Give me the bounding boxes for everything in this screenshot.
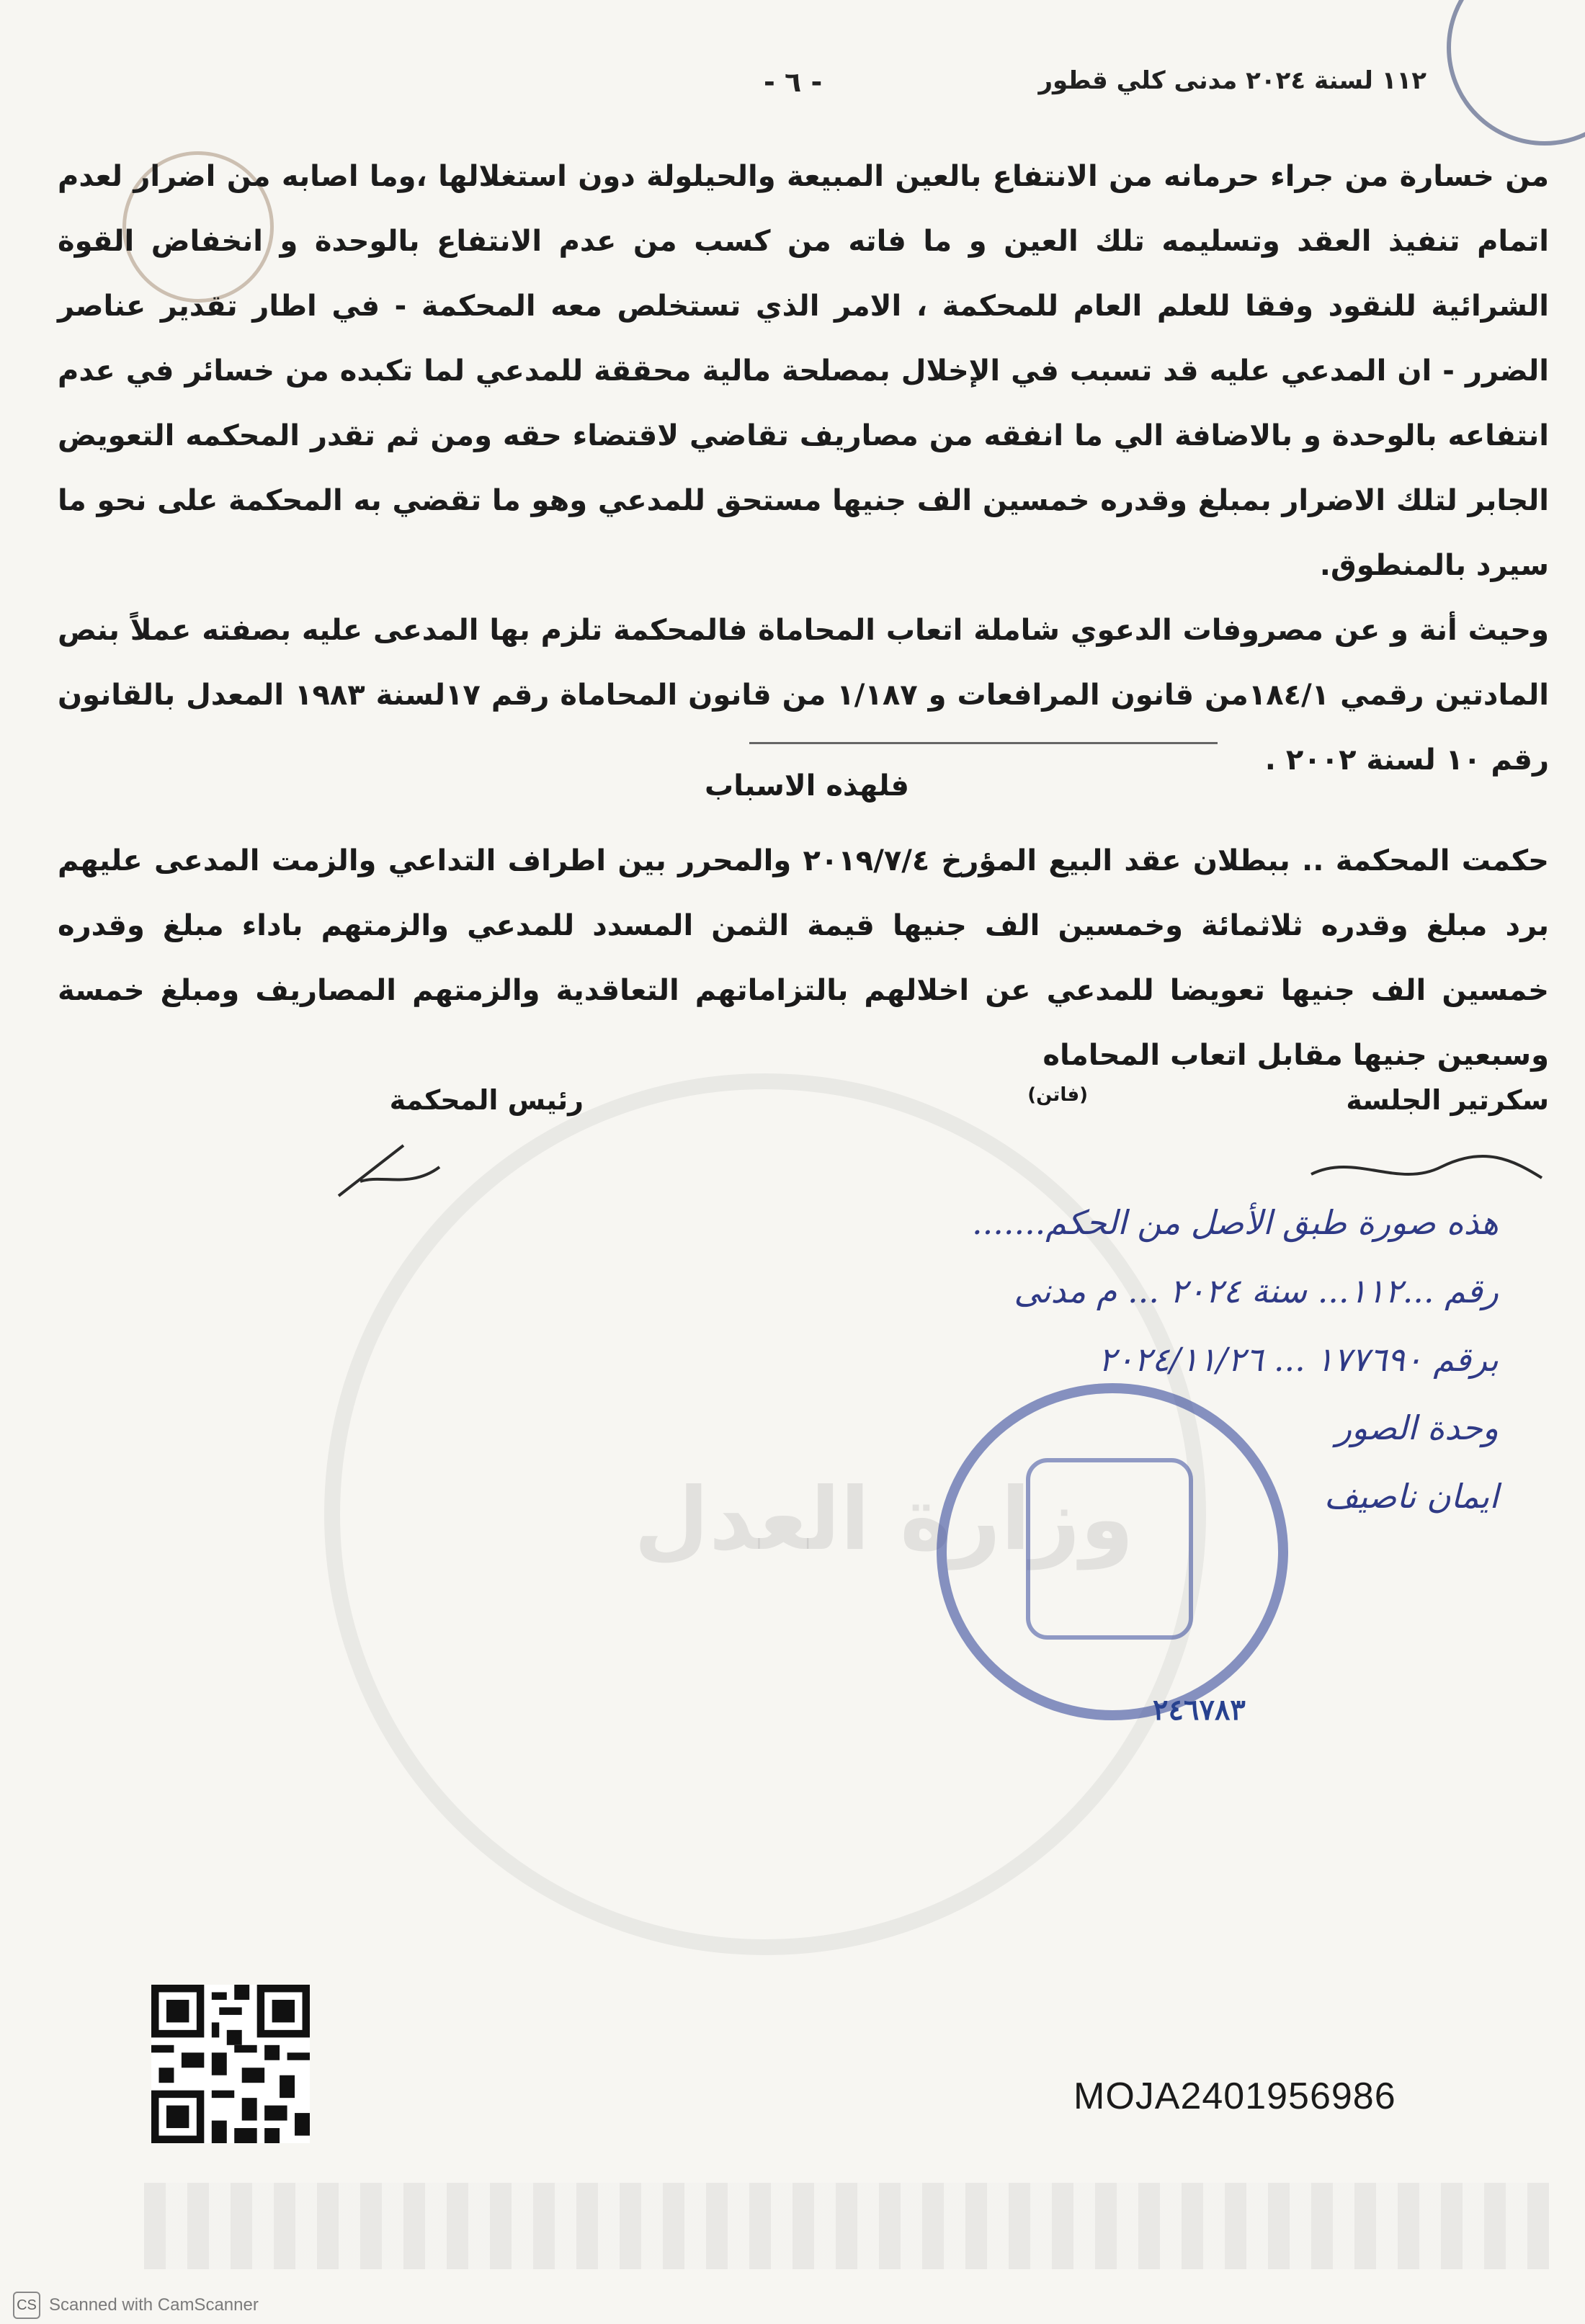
president-signature (317, 1131, 461, 1210)
official-seal (937, 1383, 1288, 1720)
judgment-body (58, 144, 1549, 792)
secretary-signature-label: سكرتير الجلسة (1346, 1084, 1549, 1116)
paragraph-damages: من خسارة من جراء حرمانه من الانتفاع بالعين المبيعة والحيلولة دون استغلالها ،وما اصابه من اضرار لعدم اتمام تنفيذ العقد وتسليمه تلك العين و ما فاته من كسب من عدم الانتفاع بالوحدة و انخفاض القوة الشرائية للنقود وفقا للعلم العام للمحكمة ، الامر الذي تستخلص معه المحكمة - في اطار تقدير عناصر الضرر - ان المدعي عليه قد تسبب في الإخلال بمصلحة مالية محققة للمدعي لما تكبده من خسائر في عدم انتفاعه بالوحدة و بالاضافة الي ما انفقه من مصاريف تقاضي لاقتضاء حقه ومن ثم تقدر المحكمه التعويض الجابر لتلك الاضرار بمبلغ وقدره خمسين الف جنيها مستحق للمدعي وهو ما تقضي به المحكمة على نحو ما سيرد بالمنطوق. (58, 160, 1549, 582)
handwritten-line-5: ايمان ناصيف (1324, 1477, 1499, 1516)
corner-stamp (1447, 0, 1585, 146)
scanner-label: Scanned with CamScanner (49, 2295, 259, 2315)
handwritten-line-1: هذه صورة طبق الأصل من الحكم....... (971, 1203, 1499, 1242)
signature-row (58, 1084, 1549, 1142)
president-signature-label: رئيس المحكمة (389, 1084, 584, 1116)
handwritten-line-4: وحدة الصور (1335, 1408, 1499, 1447)
document-id: MOJA2401956986 (1073, 2075, 1396, 2117)
case-reference: ١١٢ لسنة ٢٠٢٤ مدنى كلي قطور (1038, 66, 1426, 95)
qr-code-icon (151, 1985, 310, 2143)
paragraph-expenses: وحيث أنة و عن مصروفات الدعوي شاملة اتعاب المحاماة فالمحكمة تلزم بها المدعى عليه بصفته عملاً بنص المادتين رقمي ١٨٤/١من قانون المرافعات و ١/١٨٧ من قانون المحاماة رقم ١٧لسنة ١٩٨٣ المعدل بالقانون رقم ١٠ لسنة ٢٠٠٢ . (58, 614, 1550, 777)
divider-line (749, 742, 1218, 744)
secretary-signature (1297, 1138, 1556, 1196)
security-pattern-band (144, 2183, 1549, 2269)
verdict-text: حكمت المحكمة .. ببطلان عقد البيع المؤرخ ٢٠١٩/٧/٤ والمحرر بين اطراف التداعي والزمت المدعى عليهم برد مبلغ وقدره ثلاثمائة وخمسين الف جنيها قيمة الثمن المسدد للمدعي والزمتهم باداء مبلغ وقدره خمسين الف جنيها تعويضا للمدعي عن اخلالهم بالتزاماتهم التعاقدية والزمتهم المصاريف ومبلغ خمسة وسبعين جنيها مقابل اتعاب المحاماه (58, 844, 1549, 1072)
scanner-watermark (13, 2291, 259, 2320)
reasons-heading: فلهذه الاسباب (705, 769, 909, 803)
handwritten-line-2: رقم ...١١٢... سنة ٢٠٢٤ ... م مدنى (1014, 1272, 1499, 1310)
handwritten-line-3: برقم ١٧٧٦٩٠ ... ٢٠٢٤/١١/٢٦ (1098, 1340, 1499, 1379)
secretary-name: (فاتن) (1027, 1084, 1088, 1106)
seal-number: ٢٤٦٧٨٣ (1153, 1693, 1246, 1727)
page-header (764, 66, 1426, 110)
camscanner-logo-icon: CS (13, 2292, 40, 2319)
page-number: - ٦ - (764, 66, 823, 98)
ministry-watermark-text: وزارة العدل (634, 1470, 1134, 1570)
